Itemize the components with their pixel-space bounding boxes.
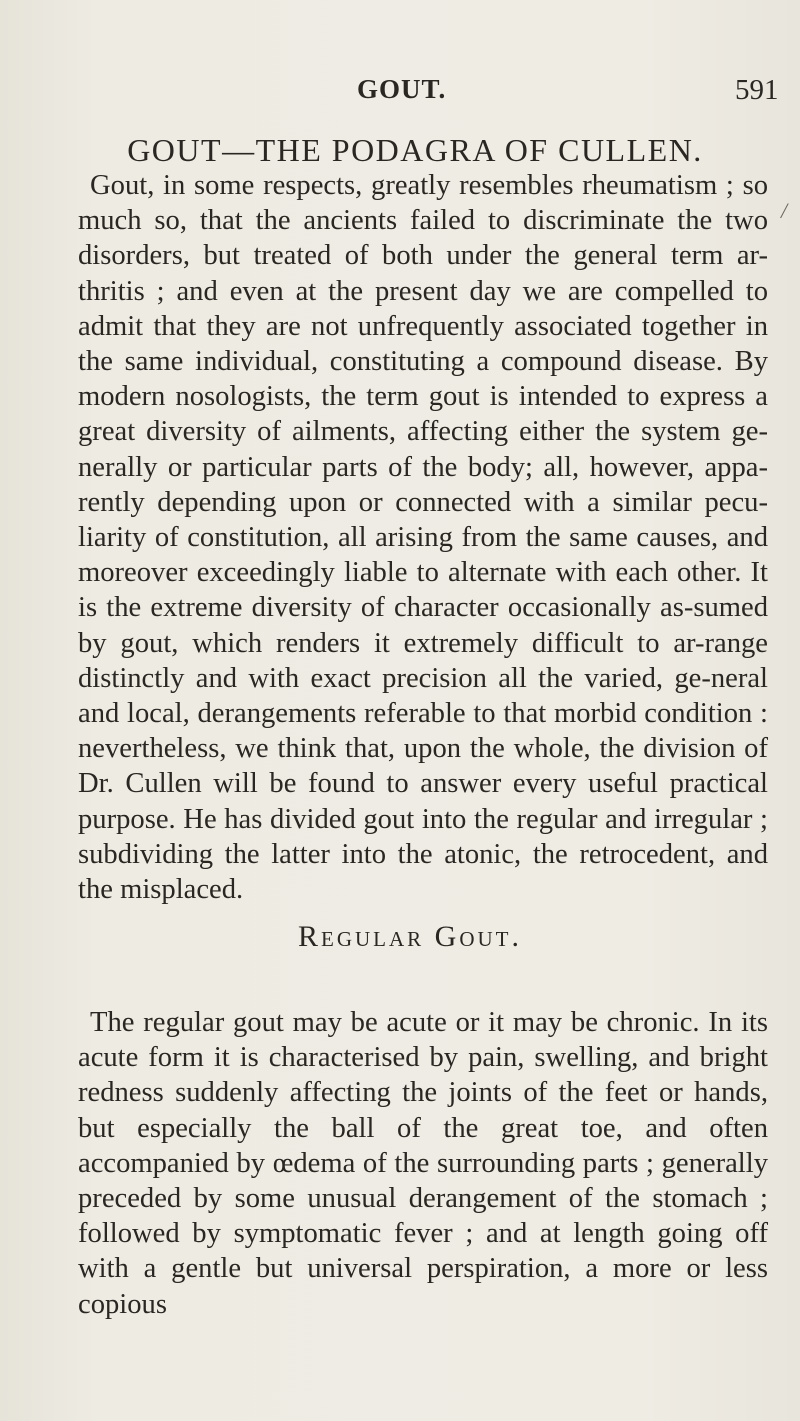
- section-heading-regular-gout: Regular Gout.: [298, 920, 522, 953]
- paragraph-regular-gout: [78, 1005, 768, 1322]
- margin-pencil-mark: /: [781, 198, 788, 223]
- paragraph-intro-text: Gout, in some respects, greatly resembles rheumatism ; so much so, that the ancients failed to discriminate the two disorders, but treated of both under the general term ar-thritis ; and even at the present day we are compelled to admit that they are not unfrequently associated together in the same individual, constituting a compound disease. By modern nosologists, the term gout is intended to express a great diversity of ailments, affecting either the system ge-nerally or particular parts of the body; all, however, appa-rently depending upon or connected with a similar pecu-liarity of constitution, all arising from the same causes, and moreover exceedingly liable to alternate with each other. It is the extreme diversity of character occasionally as-sumed by gout, which renders it extremely difficult to ar-range distinctly and with exact precision all the varied, ge-neral and local, derangements referable to that morbid condition : nevertheless, we think that, upon the whole, the division of Dr. Cullen will be found to answer every useful practical purpose. He has divided gout into the regular and irregular ; subdividing the latter into the atonic, the retrocedent, and the misplaced.: [78, 170, 768, 906]
- paragraph-intro: [78, 168, 768, 907]
- page-number: 591: [735, 74, 779, 106]
- chapter-title: GOUT—THE PODAGRA OF CULLEN.: [127, 132, 703, 168]
- paragraph-regular-gout-text: The regular gout may be acute or it may be chronic. In its acute form it is characterised by pain, swelling, and bright redness suddenly affecting the joints of the feet or hands, but especially the ball of the great toe, and often accompanied by œdema of the surrounding parts ; generally preceded by some unusual derangement of the stomach ; followed by symptomatic fever ; and at length going off with a gentle but universal perspiration, a more or less copious: [78, 1007, 768, 1320]
- running-head: [0, 74, 800, 114]
- running-title: GOUT.: [357, 74, 447, 104]
